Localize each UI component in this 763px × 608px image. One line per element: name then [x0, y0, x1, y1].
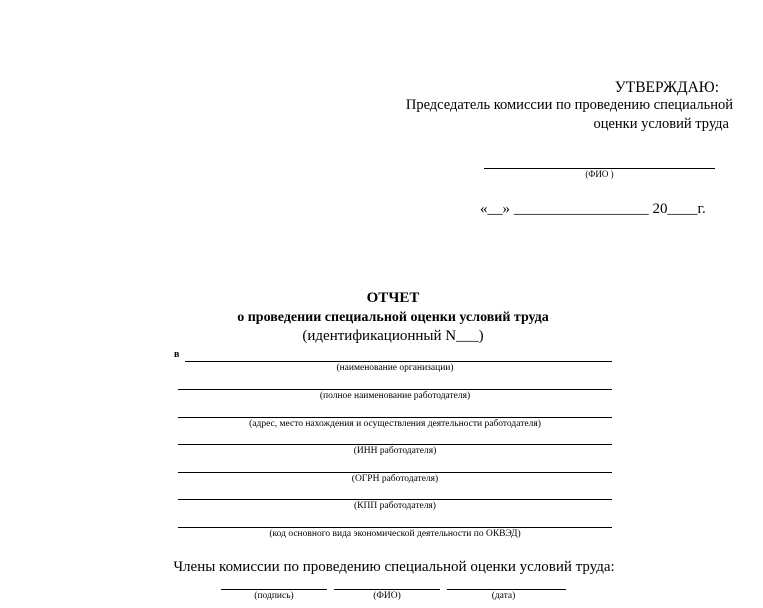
member-date-caption: (дата) — [491, 591, 516, 601]
approval-date: «__» __________________ 20____г. — [480, 201, 706, 217]
member-fio-caption: (ФИО) — [373, 591, 401, 601]
field-line-organization — [185, 361, 612, 362]
field-caption-inn: (ИНН работодателя) — [353, 446, 437, 456]
signature-caption: (подпись) — [254, 591, 294, 601]
field-caption-address: (адрес, место нахождения и осуществления деятельности работодателя) — [249, 419, 541, 429]
field-prefix: в — [174, 349, 180, 360]
member-fio-line — [334, 589, 440, 590]
report-identifier: (идентификационный N___) — [302, 328, 484, 344]
field-caption-employer-name: (полное наименование работодателя) — [319, 391, 471, 401]
members-title: Члены комиссии по проведению специальной оценки условий труда: — [173, 559, 615, 575]
field-line-employer-name — [178, 389, 612, 390]
field-caption-ogrn: (ОГРН работодателя) — [351, 474, 439, 484]
field-line-kpp — [178, 499, 612, 500]
field-line-inn — [178, 444, 612, 445]
fio-caption: (ФИО ) — [585, 169, 614, 179]
approval-line-1: Председатель комиссии по проведению специальной — [405, 97, 733, 113]
report-subtitle: о проведении специальной оценки условий труда — [237, 310, 549, 325]
approval-line-2: оценки условий труда — [593, 116, 729, 132]
member-date-line — [447, 589, 566, 590]
field-line-address — [178, 417, 612, 418]
field-caption-kpp: (КПП работодателя) — [354, 501, 436, 511]
field-caption-okved: (код основного вида экономической деятельности по ОКВЭД) — [269, 529, 521, 539]
signature-line — [221, 589, 327, 590]
field-line-ogrn — [178, 472, 612, 473]
field-line-okved — [178, 527, 612, 528]
report-title: ОТЧЕТ — [366, 290, 420, 306]
approval-title: УТВЕРЖДАЮ: — [614, 79, 719, 96]
field-caption-organization: (наименование организации) — [336, 363, 454, 373]
